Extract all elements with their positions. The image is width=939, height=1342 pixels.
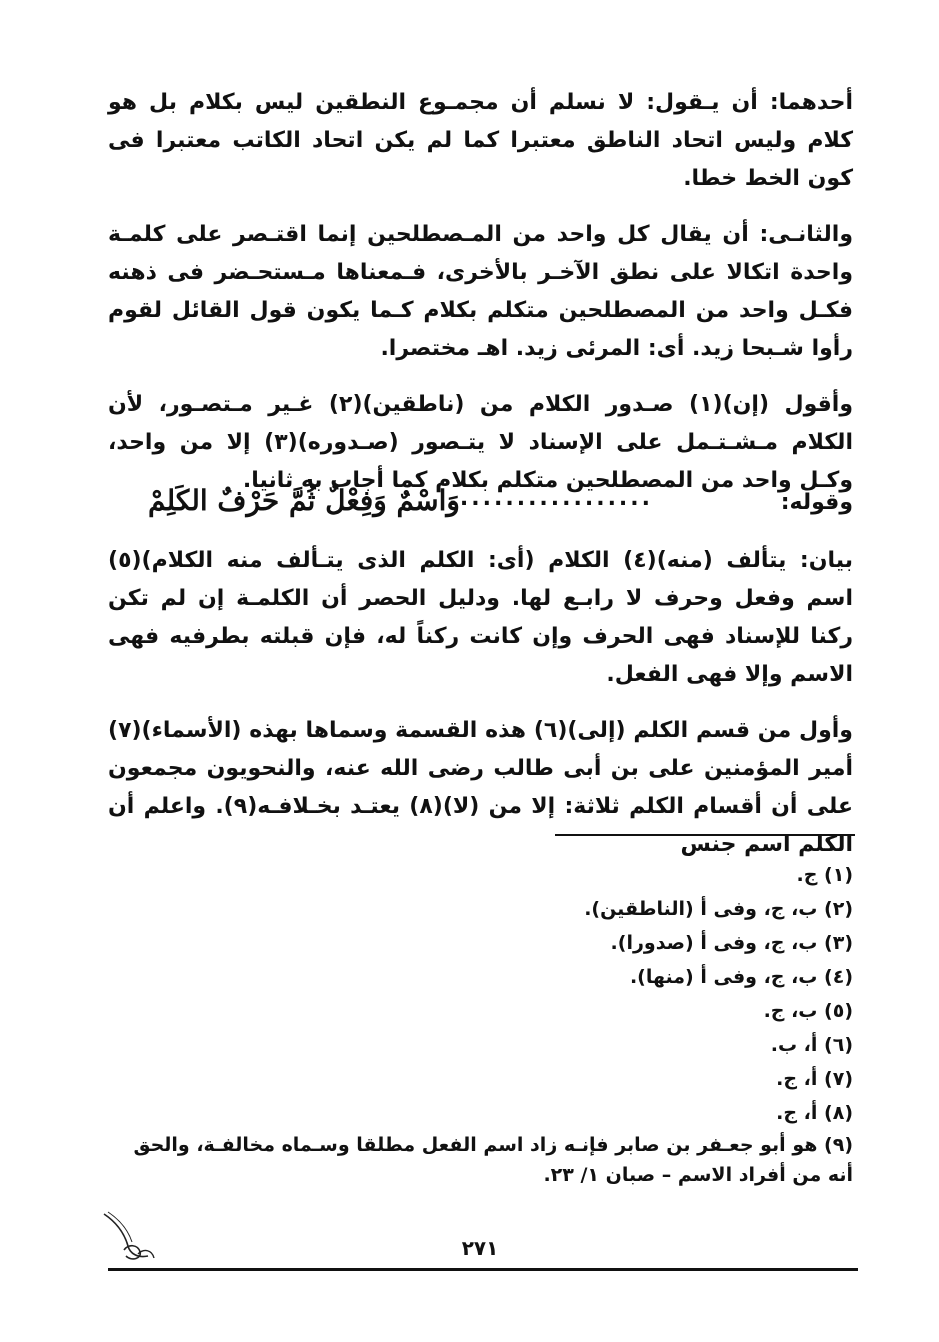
footnote-6: (٦) أ، ب. [770, 1034, 853, 1056]
bottom-rule [108, 1268, 858, 1271]
verse-dots: .................. [448, 486, 653, 511]
footnote-1: (١) ج. [796, 864, 853, 886]
paragraph-1: أحدهما: أن يـقول: لا نسلم أن مجمـوع النطقين ليس بكلام بل هو كلام وليس اتحاد الناطق معتبرا كما لم يكن اتحاد الكاتب معتبرا فى كون الخط خطا. [108, 90, 853, 191]
paragraph-5: وأول من قسم الكلم (إلى)(٦) هذه القسمة وسماها بهذه (الأسماء)(٧) أمير المؤمنين على بن أبى طالب رضى الله عنه، والنحويون مجمعون على أن أقسام الكلم ثلاثة: إلا من (لا)(٨) يعتـد بخـلافـه(٩). واعلم أن الكلم اسم جنس [108, 718, 854, 857]
footnote-8: (٨) أ، ج. [776, 1102, 853, 1124]
paragraph-3: وأقول (إن)(١) صـدور الكلام من (ناطقين)(٢) غـير مـتصـور، لأن الكلام مـشـتـمل على الإسناد لا يتـصور (صـدوره)(٣) إلا من واحد، وكـل واحد من المصطلحين متكلم بكلام كما أجاب به ثانيا. [108, 392, 853, 493]
footnotes-list [108, 858, 853, 1190]
footnote-5: (٥) ب، ج. [763, 1000, 853, 1022]
footnote-2: (٢) ب، ج، وفى أ (الناطقين). [584, 898, 853, 920]
paragraph-4: بيان: يتألف (منه)(٤) الكلام (أى: الكلم الذى يتـألف منه الكلام)(٥) اسم وفعل وحرف لا رابـع لها. ودليل الحصر أن الكلمـة إن لم تكن ركنا للإسناد فهى الحرف وإن كانت ركناً له، فإن قبلته بطرفيه فهى الاسم وإلا فهى الفعل. [108, 548, 854, 687]
body-text-bottom [108, 542, 853, 882]
paragraph-2: والثانـى: أن يقال كل واحد من المـصطلحين إنما اقتـصر على كلمـة واحدة اتكالا على نطق الآخـر بالأخرى، فـمعناها مـستحـضر فى ذهنه فكـل واحد من المصطلحين متكلم بكلام كـما يكون قول القائل لقوم رأوا شـبحا زيد. أى: المرئى زيد. اهـ مختصرا. [108, 222, 853, 361]
verse-line [108, 484, 853, 534]
page-number: ٢٧١ [461, 1236, 499, 1260]
body-text-top [108, 84, 853, 518]
footnote-9: (٩) هو أبو جعـفر بن صابر فإنـه زاد اسم الفعل مطلقا وسـماه مخالفـة، والحق أنه من أفراد الاسم – صبان ١/ ٢٣. [133, 1134, 853, 1186]
flourish-ornament-icon [94, 1206, 158, 1266]
footnote-3: (٣) ب، ج، وفى أ (صدورا). [610, 932, 853, 954]
verse-text: وَاسْمٌ وَفِعْلٌ ثُمَّ حَرْفٌ الكَلِمْ [148, 484, 460, 517]
footnote-7: (٧) أ، ج. [776, 1068, 853, 1090]
footnote-separator [555, 834, 855, 836]
footnote-4: (٤) ب، ج، وفى أ (منها). [629, 966, 853, 988]
verse-lead: وقوله: [780, 490, 853, 515]
